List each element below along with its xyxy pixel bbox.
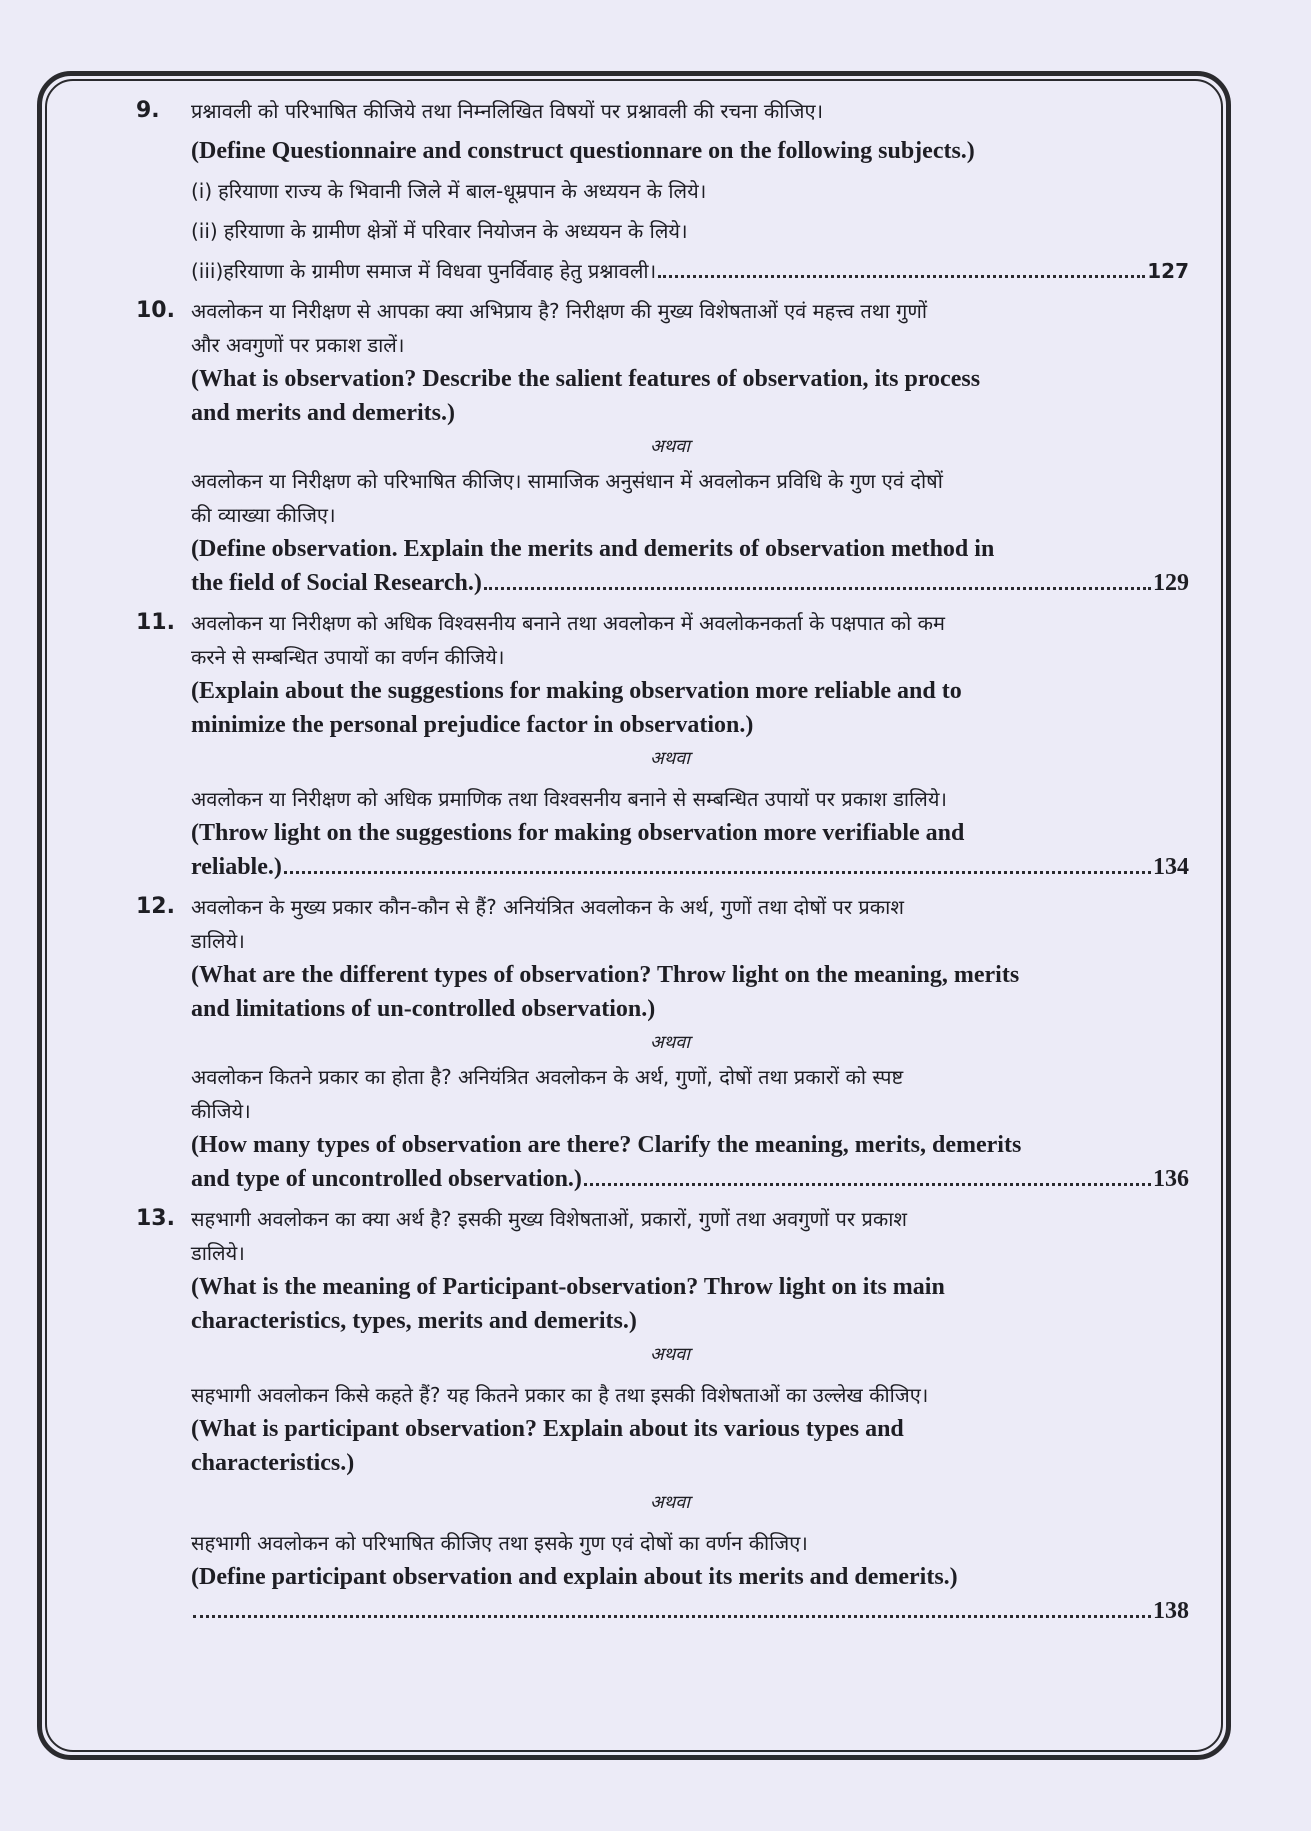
sub-item-label: (ii) [191,219,218,243]
alternate-english-line: (What is participant observation? Explain about its various types and [191,1416,904,1442]
alternate-english-line: and type of uncontrolled observation.) [191,1166,582,1192]
question-11 [136,606,1189,884]
dot-leader [284,870,1151,874]
question-10 [136,294,1189,600]
question-list [136,94,1189,1628]
dot-leader [658,274,1145,278]
question-number: 13. [136,1206,175,1231]
sub-item [191,254,1189,288]
alternate-divider: अथवा [650,1032,690,1053]
alternate-divider: अथवा [650,1492,690,1513]
question-hindi-line: डालिये। [191,929,245,953]
reference-line [191,1162,1189,1196]
alternate-divider: अथवा [650,748,690,769]
alternate-hindi-line: कीजिये। [191,1099,251,1123]
alternate-hindi-line: सहभागी अवलोकन किसे कहते हैं? यह कितने प्रकार का है तथा इसकी विशेषताओं का उल्लेख कीजिए। [191,1383,929,1407]
question-english-line: characteristics, types, merits and demerits.) [191,1308,637,1334]
reference-line [191,850,1189,884]
dot-leader [484,586,1151,590]
alternate-english-line: the field of Social Research.) [191,570,482,596]
page-reference: 136 [1153,1166,1189,1192]
alternate-english-line: (Define observation. Explain the merits and demerits of observation method in [191,536,995,562]
question-hindi-line: अवलोकन के मुख्य प्रकार कौन-कौन से हैं? अनियंत्रित अवलोकन के अर्थ, गुणों तथा दोषों पर प्रकाश [191,895,904,919]
question-english-line: and merits and demerits.) [191,400,455,426]
page-reference: 129 [1153,570,1189,596]
alternate-divider: अथवा [650,1344,690,1365]
sub-item-label: (iii) [191,259,224,283]
dot-leader [584,1182,1151,1186]
question-hindi-line: अवलोकन या निरीक्षण से आपका क्या अभिप्राय है? निरीक्षण की मुख्य विशेषताओं एवं महत्त्व तथा गुणों [191,299,928,323]
question-english-line: minimize the personal prejudice factor in observation.) [191,712,754,738]
question-english-line: (Explain about the suggestions for making observation more reliable and to [191,678,962,704]
question-number: 10. [136,298,175,323]
sub-item-label: (i) [191,179,213,203]
alternate-hindi-line: सहभागी अवलोकन को परिभाषित कीजिए तथा इसके गुण एवं दोषों का वर्णन कीजिए। [191,1531,808,1555]
alternate-hindi-line: अवलोकन या निरीक्षण को परिभाषित कीजिए। सामाजिक अनुसंधान में अवलोकन प्रविधि के गुण एवं दोषों [191,469,943,493]
alternate-english-line: characteristics.) [191,1450,355,1476]
question-number: 11. [136,610,175,635]
question-english-line: (What is the meaning of Participant-observation? Throw light on its main [191,1274,945,1300]
alternate-english-line: (Throw light on the suggestions for making observation more verifiable and [191,820,965,846]
question-english-line: and limitations of un-controlled observation.) [191,996,656,1022]
alternate-hindi-line: अवलोकन या निरीक्षण को अधिक प्रमाणिक तथा विश्वसनीय बनाने से सम्बन्धित उपायों पर प्रकाश डालिये। [191,787,948,811]
question-hindi-line: करने से सम्बन्धित उपायों का वर्णन कीजिये। [191,645,505,669]
question-hindi-line: सहभागी अवलोकन का क्या अर्थ है? इसकी मुख्य विशेषताओं, प्रकारों, गुणों तथा अवगुणों पर प्रकाश [191,1207,907,1231]
question-hindi-line: डालिये। [191,1241,245,1265]
dot-leader [193,1614,1151,1618]
alternate-english-line: (How many types of observation are there? Clarify the meaning, merits, demerits [191,1132,1022,1158]
question-number: 12. [136,894,175,919]
page-reference: 134 [1153,854,1189,880]
question-12 [136,890,1189,1196]
sub-item-text: हरियाणा के ग्रामीण समाज में विधवा पुनर्विवाह हेतु प्रश्नावली। [223,259,657,283]
question-english-line: (What are the different types of observation? Throw light on the meaning, merits [191,962,1020,988]
question-english: (Define Questionnaire and construct questionnare on the following subjects.) [191,138,975,164]
alternate-english-line: reliable.) [191,854,282,880]
page-reference: 138 [1153,1598,1189,1624]
question-hindi-line: और अवगुणों पर प्रकाश डालें। [191,333,405,357]
question-13 [136,1202,1189,1628]
alternate-english-line: (Define participant observation and explain about its merits and demerits.) [191,1564,958,1590]
alternate-hindi-line: अवलोकन कितने प्रकार का होता है? अनियंत्रित अवलोकन के अर्थ, गुणों, दोषों तथा प्रकारों को स्पष्ट [191,1065,904,1089]
question-english-line: (What is observation? Describe the salient features of observation, its process [191,366,981,392]
reference-line [191,1594,1189,1628]
sub-item [191,214,1189,248]
alternate-divider: अथवा [650,436,690,457]
question-9 [136,94,1189,288]
question-number: 9. [136,98,160,123]
alternate-hindi-line: की व्याख्या कीजिए। [191,503,336,527]
sub-item-text: हरियाणा राज्य के भिवानी जिले में बाल-धूम्रपान के अध्ययन के लिये। [218,179,707,203]
question-hindi-line: अवलोकन या निरीक्षण को अधिक विश्वसनीय बनाने तथा अवलोकन में अवलोकनकर्ता के पक्षपात को कम [191,611,945,635]
reference-line [191,566,1189,600]
sub-item-text: हरियाणा के ग्रामीण क्षेत्रों में परिवार नियोजन के अध्ययन के लिये। [223,219,688,243]
page-reference: 127 [1147,259,1189,283]
question-hindi: प्रश्नावली को परिभाषित कीजिये तथा निम्नलिखित विषयों पर प्रश्नावली की रचना कीजिए। [191,99,824,123]
sub-item [191,174,1189,208]
